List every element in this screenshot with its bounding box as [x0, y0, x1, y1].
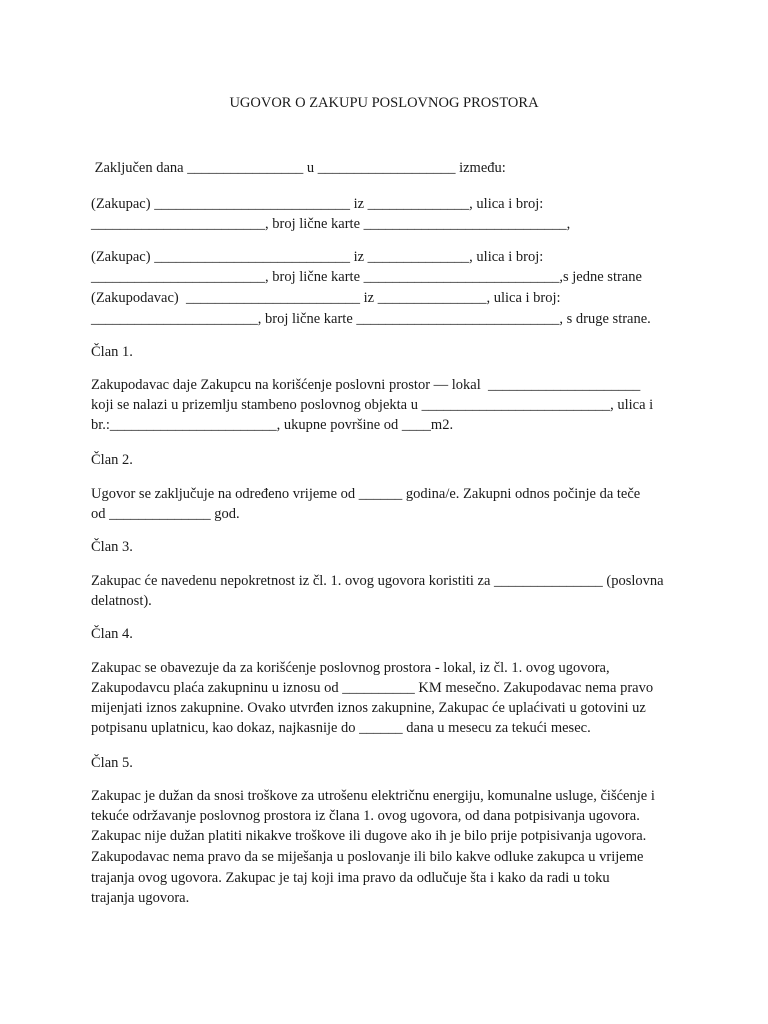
clan5-line-3: Zakupac nije dužan platiti nikakve troškove ili dugove ako ih je bilo prije potpisivanja ugovora.	[91, 828, 647, 844]
clan2-heading: Član 2.	[91, 452, 133, 468]
party2-line-2: ________________________, broj lične karte ___________________________,s jedne strane	[91, 269, 642, 285]
clan3-line-1: Zakupac će navedenu nepokretnost iz čl. 1. ovog ugovora koristiti za _______________ (poslovna	[91, 573, 664, 589]
clan5-heading: Član 5.	[91, 755, 133, 771]
party2-line-3: (Zakupodavac) ________________________ iz _______________, ulica i broj:	[91, 290, 561, 306]
clan1-line-1: Zakupodavac daje Zakupcu na korišćenje poslovni prostor — lokal _____________________	[91, 377, 641, 393]
party2-line-1: (Zakupac) ___________________________ iz ______________, ulica i broj:	[91, 249, 544, 265]
clan1-line-3: br.:_______________________, ukupne površine od ____m2.	[91, 417, 454, 433]
party1-line-1: (Zakupac) ___________________________ iz ______________, ulica i broj:	[91, 196, 544, 212]
clan4-line-4: potpisanu uplatnicu, kao dokaz, najkasnije do ______ dana u mesecu za tekući mesec.	[91, 720, 591, 736]
clan2-line-2: od ______________ god.	[91, 506, 240, 522]
party1-line-2: ________________________, broj lične karte ____________________________,	[91, 216, 571, 232]
intro-line: Zaključen dana ________________ u ___________________ između:	[91, 160, 506, 176]
clan4-line-2: Zakupodavcu plaća zakupninu u iznosu od __________ KM mesečno. Zakupodavac nema pravo	[91, 680, 654, 696]
clan5-line-6: trajanja ugovora.	[91, 890, 190, 906]
clan1-heading: Član 1.	[91, 344, 133, 360]
party2-line-4: _______________________, broj lične karte ____________________________, s druge strane.	[91, 311, 651, 327]
clan3-heading: Član 3.	[91, 539, 133, 555]
clan5-line-2: tekuće održavanje poslovnog prostora iz člana 1. ovog ugovora, od dana potpisivanja ugovora.	[91, 808, 640, 824]
clan4-line-3: mijenjati iznos zakupnine. Ovako utvrđen iznos zakupnine, Zakupac će uplaćivati u gotovini uz	[91, 700, 646, 716]
clan5-line-1: Zakupac je dužan da snosi troškove za utrošenu električnu energiju, komunalne usluge, čišćenje i	[91, 788, 655, 804]
document-title: UGOVOR O ZAKUPU POSLOVNOG PROSTORA	[229, 95, 539, 111]
clan1-line-2: koji se nalazi u prizemlju stambeno poslovnog objekta u __________________________, ulica i	[91, 397, 654, 413]
clan2-line-1: Ugovor se zaključuje na određeno vrijeme od ______ godina/e. Zakupni odnos počinje da teče	[91, 486, 641, 502]
clan4-heading: Član 4.	[91, 626, 133, 642]
clan4-line-1: Zakupac se obavezuje da za korišćenje poslovnog prostora - lokal, iz čl. 1. ovog ugovora,	[91, 660, 610, 676]
clan3-line-2: delatnost).	[91, 593, 152, 609]
clan5-line-4: Zakupodavac nema pravo da se miješanja u poslovanje ili bilo kakve odluke zakupca u vrijeme	[91, 849, 644, 865]
clan5-line-5: trajanja ovog ugovora. Zakupac je taj koji ima pravo da odlučuje šta i kako da radi u toku	[91, 870, 610, 886]
